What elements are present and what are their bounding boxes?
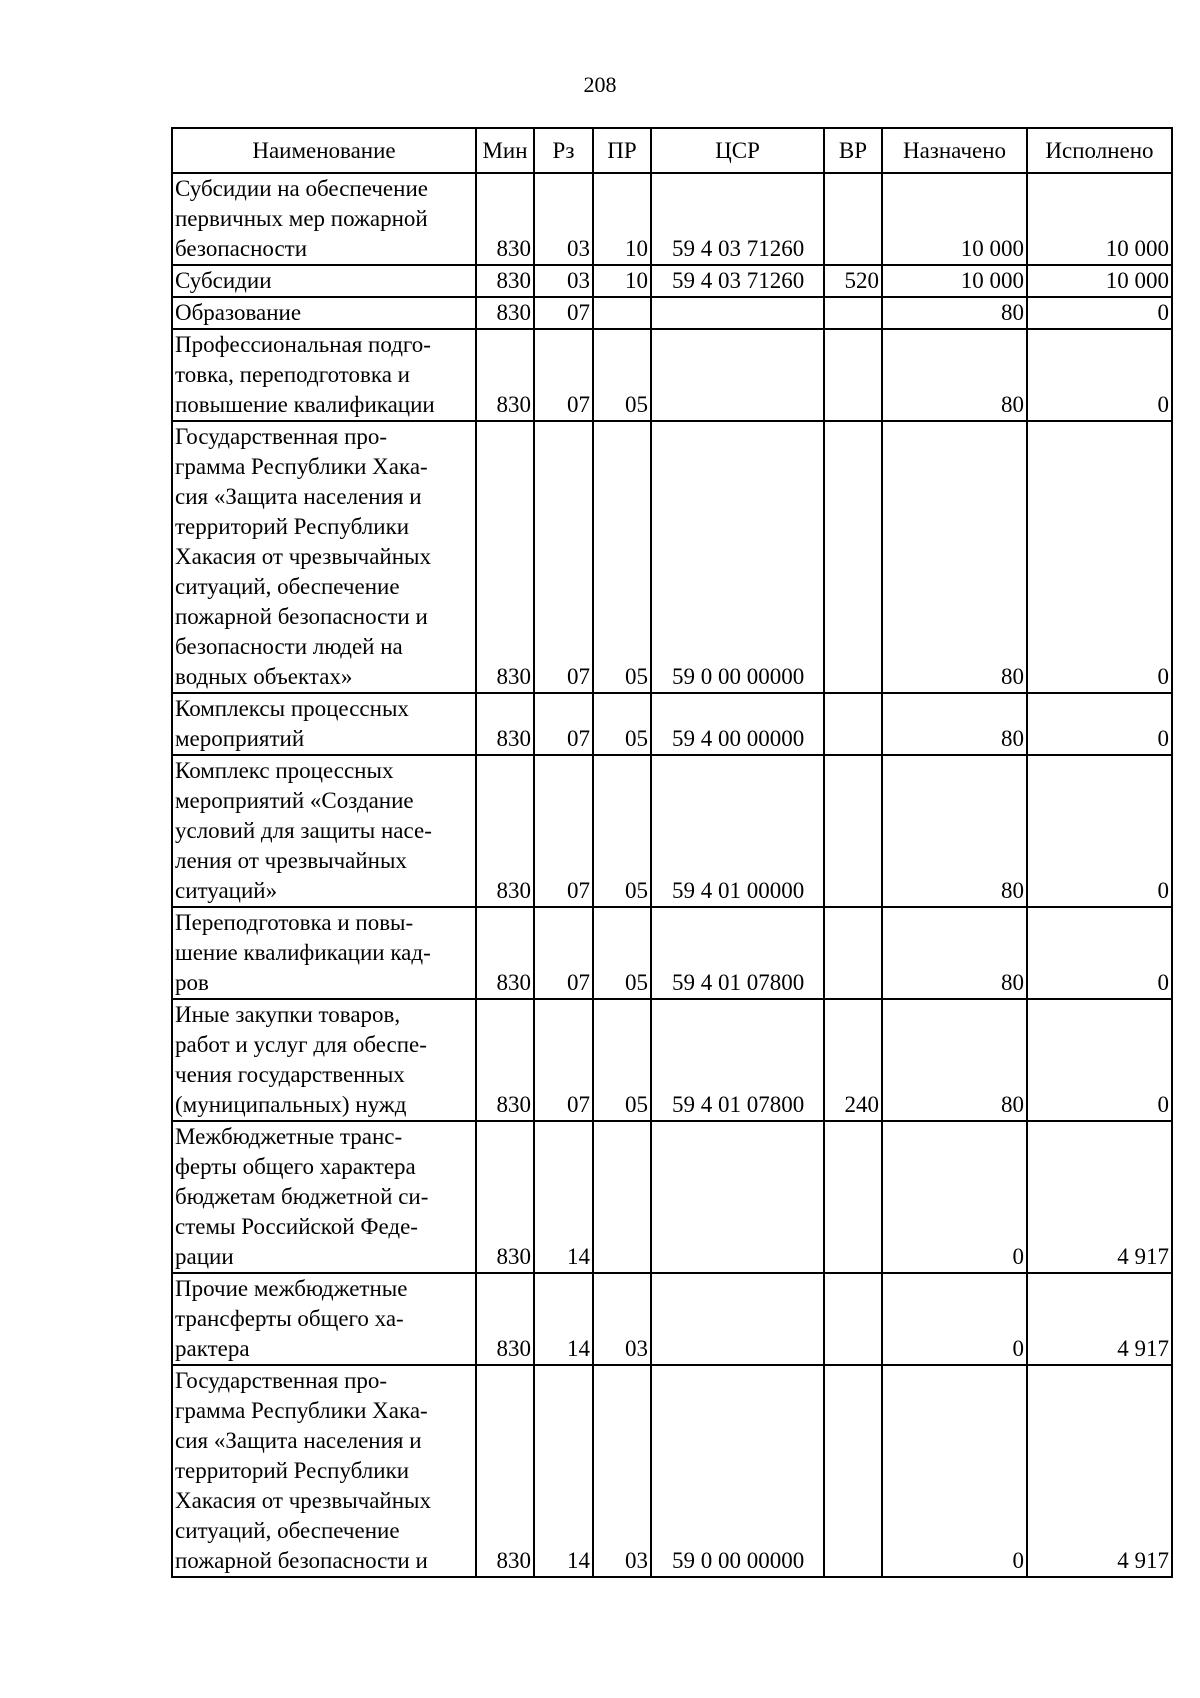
- cell-vr: [824, 297, 882, 329]
- cell-name: Государственная про- грамма Республики Хака- сия «Защита населения и территорий Республики Хакасия от чрезвычайных ситуаций, обеспечение пожарной безопасности и безопасности людей на водных объектах»: [172, 421, 476, 693]
- cell-pr: [593, 297, 651, 329]
- table-header-row: [172, 128, 1172, 173]
- cell-name: Иные закупки товаров, работ и услуг для обеспе- чения государственных (муниципальных) нужд: [172, 999, 476, 1121]
- cell-assigned: 0: [882, 1121, 1027, 1273]
- cell-csr: 59 4 01 07800: [651, 999, 824, 1121]
- cell-vr: 520: [824, 265, 882, 297]
- header-assigned: Назначено: [882, 128, 1027, 173]
- cell-vr: [824, 1121, 882, 1273]
- table-row: [172, 907, 1172, 999]
- header-rz: Рз: [534, 128, 593, 173]
- cell-csr: [651, 1273, 824, 1365]
- cell-name: Прочие межбюджетные трансферты общего ха- рактера: [172, 1273, 476, 1365]
- cell-vr: [824, 421, 882, 693]
- cell-rz: 07: [534, 329, 593, 421]
- cell-executed: 0: [1027, 297, 1172, 329]
- cell-vr: [824, 907, 882, 999]
- cell-rz: 07: [534, 693, 593, 755]
- cell-pr: [593, 1121, 651, 1273]
- table-row: [172, 693, 1172, 755]
- cell-rz: 03: [534, 173, 593, 265]
- cell-min: 830: [476, 297, 534, 329]
- cell-name: Образование: [172, 297, 476, 329]
- header-pr: ПР: [593, 128, 651, 173]
- cell-pr: 10: [593, 265, 651, 297]
- table-row: [172, 421, 1172, 693]
- cell-executed: 0: [1027, 755, 1172, 907]
- cell-min: 830: [476, 907, 534, 999]
- cell-assigned: 0: [882, 1273, 1027, 1365]
- cell-assigned: 80: [882, 999, 1027, 1121]
- cell-min: 830: [476, 265, 534, 297]
- table-row: [172, 173, 1172, 265]
- cell-rz: 14: [534, 1121, 593, 1273]
- header-min: Мин: [476, 128, 534, 173]
- table-row: [172, 1121, 1172, 1273]
- table-row: [172, 999, 1172, 1121]
- cell-csr: [651, 1121, 824, 1273]
- cell-executed: 0: [1027, 693, 1172, 755]
- cell-executed: 10 000: [1027, 265, 1172, 297]
- header-executed: Исполнено: [1027, 128, 1172, 173]
- cell-min: 830: [476, 1365, 534, 1577]
- table-row: [172, 297, 1172, 329]
- table-row: [172, 1273, 1172, 1365]
- cell-executed: 4 917: [1027, 1365, 1172, 1577]
- cell-min: 830: [476, 999, 534, 1121]
- cell-executed: 4 917: [1027, 1121, 1172, 1273]
- cell-vr: [824, 173, 882, 265]
- cell-csr: 59 4 00 00000: [651, 693, 824, 755]
- cell-pr: 05: [593, 329, 651, 421]
- cell-assigned: 80: [882, 421, 1027, 693]
- cell-min: 830: [476, 329, 534, 421]
- header-vr: ВР: [824, 128, 882, 173]
- cell-pr: 05: [593, 755, 651, 907]
- cell-assigned: 80: [882, 297, 1027, 329]
- cell-name: Комплексы процессных мероприятий: [172, 693, 476, 755]
- cell-min: 830: [476, 755, 534, 907]
- table-row: [172, 329, 1172, 421]
- cell-name: Межбюджетные транс- ферты общего характера бюджетам бюджетной си- стемы Российской Феде- рации: [172, 1121, 476, 1273]
- cell-executed: 0: [1027, 999, 1172, 1121]
- table-row: [172, 265, 1172, 297]
- cell-name: Комплекс процессных мероприятий «Создание условий для защиты насе- ления от чрезвычайных ситуаций»: [172, 755, 476, 907]
- cell-rz: 14: [534, 1365, 593, 1577]
- cell-assigned: 80: [882, 755, 1027, 907]
- cell-min: 830: [476, 421, 534, 693]
- cell-executed: 4 917: [1027, 1273, 1172, 1365]
- cell-rz: 07: [534, 297, 593, 329]
- cell-pr: 05: [593, 907, 651, 999]
- cell-pr: 03: [593, 1365, 651, 1577]
- cell-executed: 0: [1027, 329, 1172, 421]
- cell-csr: [651, 297, 824, 329]
- cell-min: 830: [476, 173, 534, 265]
- cell-min: 830: [476, 1273, 534, 1365]
- cell-rz: 07: [534, 755, 593, 907]
- cell-assigned: 80: [882, 907, 1027, 999]
- cell-assigned: 0: [882, 1365, 1027, 1577]
- cell-rz: 07: [534, 421, 593, 693]
- cell-rz: 03: [534, 265, 593, 297]
- cell-vr: [824, 1273, 882, 1365]
- cell-executed: 0: [1027, 907, 1172, 999]
- cell-executed: 10 000: [1027, 173, 1172, 265]
- cell-csr: 59 4 01 07800: [651, 907, 824, 999]
- cell-name: Субсидии на обеспечение первичных мер пожарной безопасности: [172, 173, 476, 265]
- cell-csr: 59 4 03 71260: [651, 265, 824, 297]
- cell-assigned: 10 000: [882, 173, 1027, 265]
- cell-pr: 05: [593, 421, 651, 693]
- cell-assigned: 80: [882, 329, 1027, 421]
- cell-vr: [824, 329, 882, 421]
- cell-pr: 03: [593, 1273, 651, 1365]
- cell-assigned: 80: [882, 693, 1027, 755]
- cell-min: 830: [476, 693, 534, 755]
- cell-name: Государственная про- грамма Республики Хака- сия «Защита населения и территорий Республики Хакасия от чрезвычайных ситуаций, обеспечение пожарной безопасности и: [172, 1365, 476, 1577]
- cell-pr: 05: [593, 693, 651, 755]
- cell-name: Переподготовка и повы- шение квалификации кад- ров: [172, 907, 476, 999]
- table-row: [172, 755, 1172, 907]
- page-number: 208: [583, 72, 617, 97]
- cell-csr: 59 0 00 00000: [651, 421, 824, 693]
- cell-vr: 240: [824, 999, 882, 1121]
- cell-assigned: 10 000: [882, 265, 1027, 297]
- cell-executed: 0: [1027, 421, 1172, 693]
- cell-csr: 59 0 00 00000: [651, 1365, 824, 1577]
- cell-rz: 14: [534, 1273, 593, 1365]
- cell-rz: 07: [534, 999, 593, 1121]
- cell-csr: [651, 329, 824, 421]
- header-name: Наименование: [172, 128, 476, 173]
- budget-table: [171, 127, 1173, 1578]
- cell-min: 830: [476, 1121, 534, 1273]
- cell-name: Субсидии: [172, 265, 476, 297]
- cell-rz: 07: [534, 907, 593, 999]
- cell-csr: 59 4 01 00000: [651, 755, 824, 907]
- cell-csr: 59 4 03 71260: [651, 173, 824, 265]
- table-row: [172, 1365, 1172, 1577]
- header-csr: ЦСР: [651, 128, 824, 173]
- cell-name: Профессиональная подго- товка, переподготовка и повышение квалификации: [172, 329, 476, 421]
- cell-pr: 05: [593, 999, 651, 1121]
- cell-vr: [824, 693, 882, 755]
- cell-vr: [824, 755, 882, 907]
- cell-vr: [824, 1365, 882, 1577]
- cell-pr: 10: [593, 173, 651, 265]
